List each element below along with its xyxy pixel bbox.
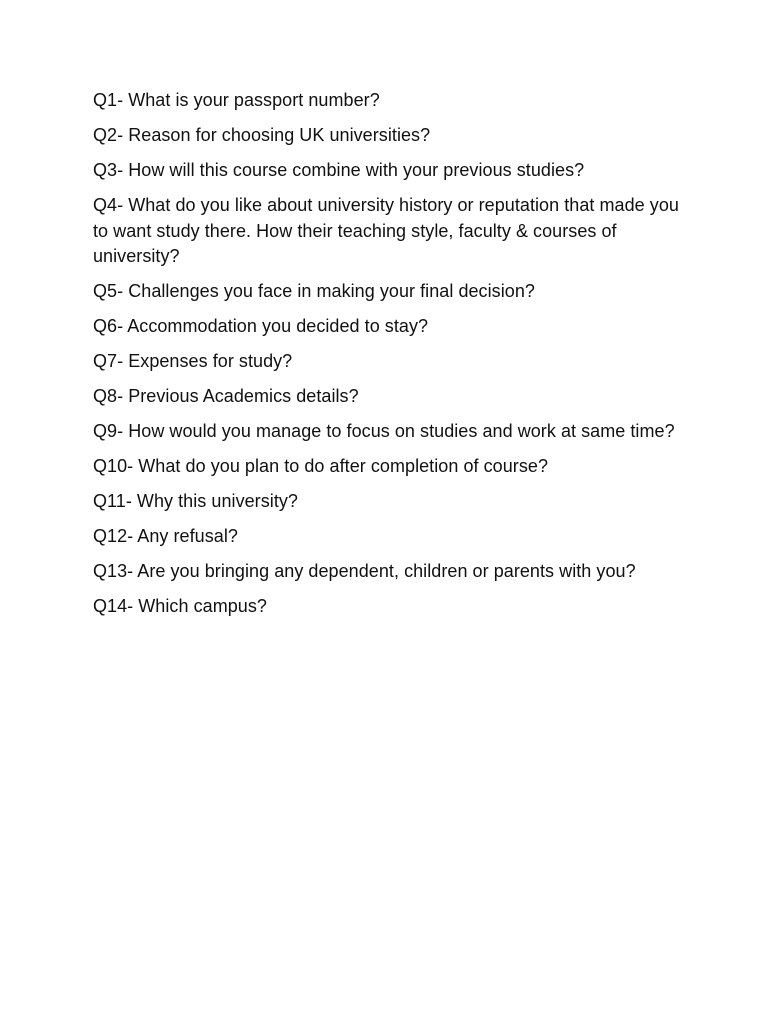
question-14: Q14- Which campus? xyxy=(93,596,267,616)
question-6: Q6- Accommodation you decided to stay? xyxy=(93,316,429,336)
question-11: Q11- Why this university? xyxy=(93,491,298,511)
question-13: Q13- Are you bringing any dependent, children or parents with you? xyxy=(93,561,636,581)
question-7: Q7- Expenses for study? xyxy=(93,351,293,371)
question-5: Q5- Challenges you face in making your final decision? xyxy=(93,281,535,301)
question-3: Q3- How will this course combine with your previous studies? xyxy=(93,160,585,180)
question-12: Q12- Any refusal? xyxy=(93,526,238,546)
question-9: Q9- How would you manage to focus on studies and work at same time? xyxy=(93,421,675,441)
question-10: Q10- What do you plan to do after completion of course? xyxy=(93,456,549,476)
question-4: Q4- What do you like about university history or reputation that made you to want study there. How their teaching style, faculty & courses of university? xyxy=(93,195,679,266)
question-1: Q1- What is your passport number? xyxy=(93,90,380,110)
question-list xyxy=(93,88,683,629)
question-8: Q8- Previous Academics details? xyxy=(93,386,359,406)
question-2: Q2- Reason for choosing UK universities? xyxy=(93,125,431,145)
